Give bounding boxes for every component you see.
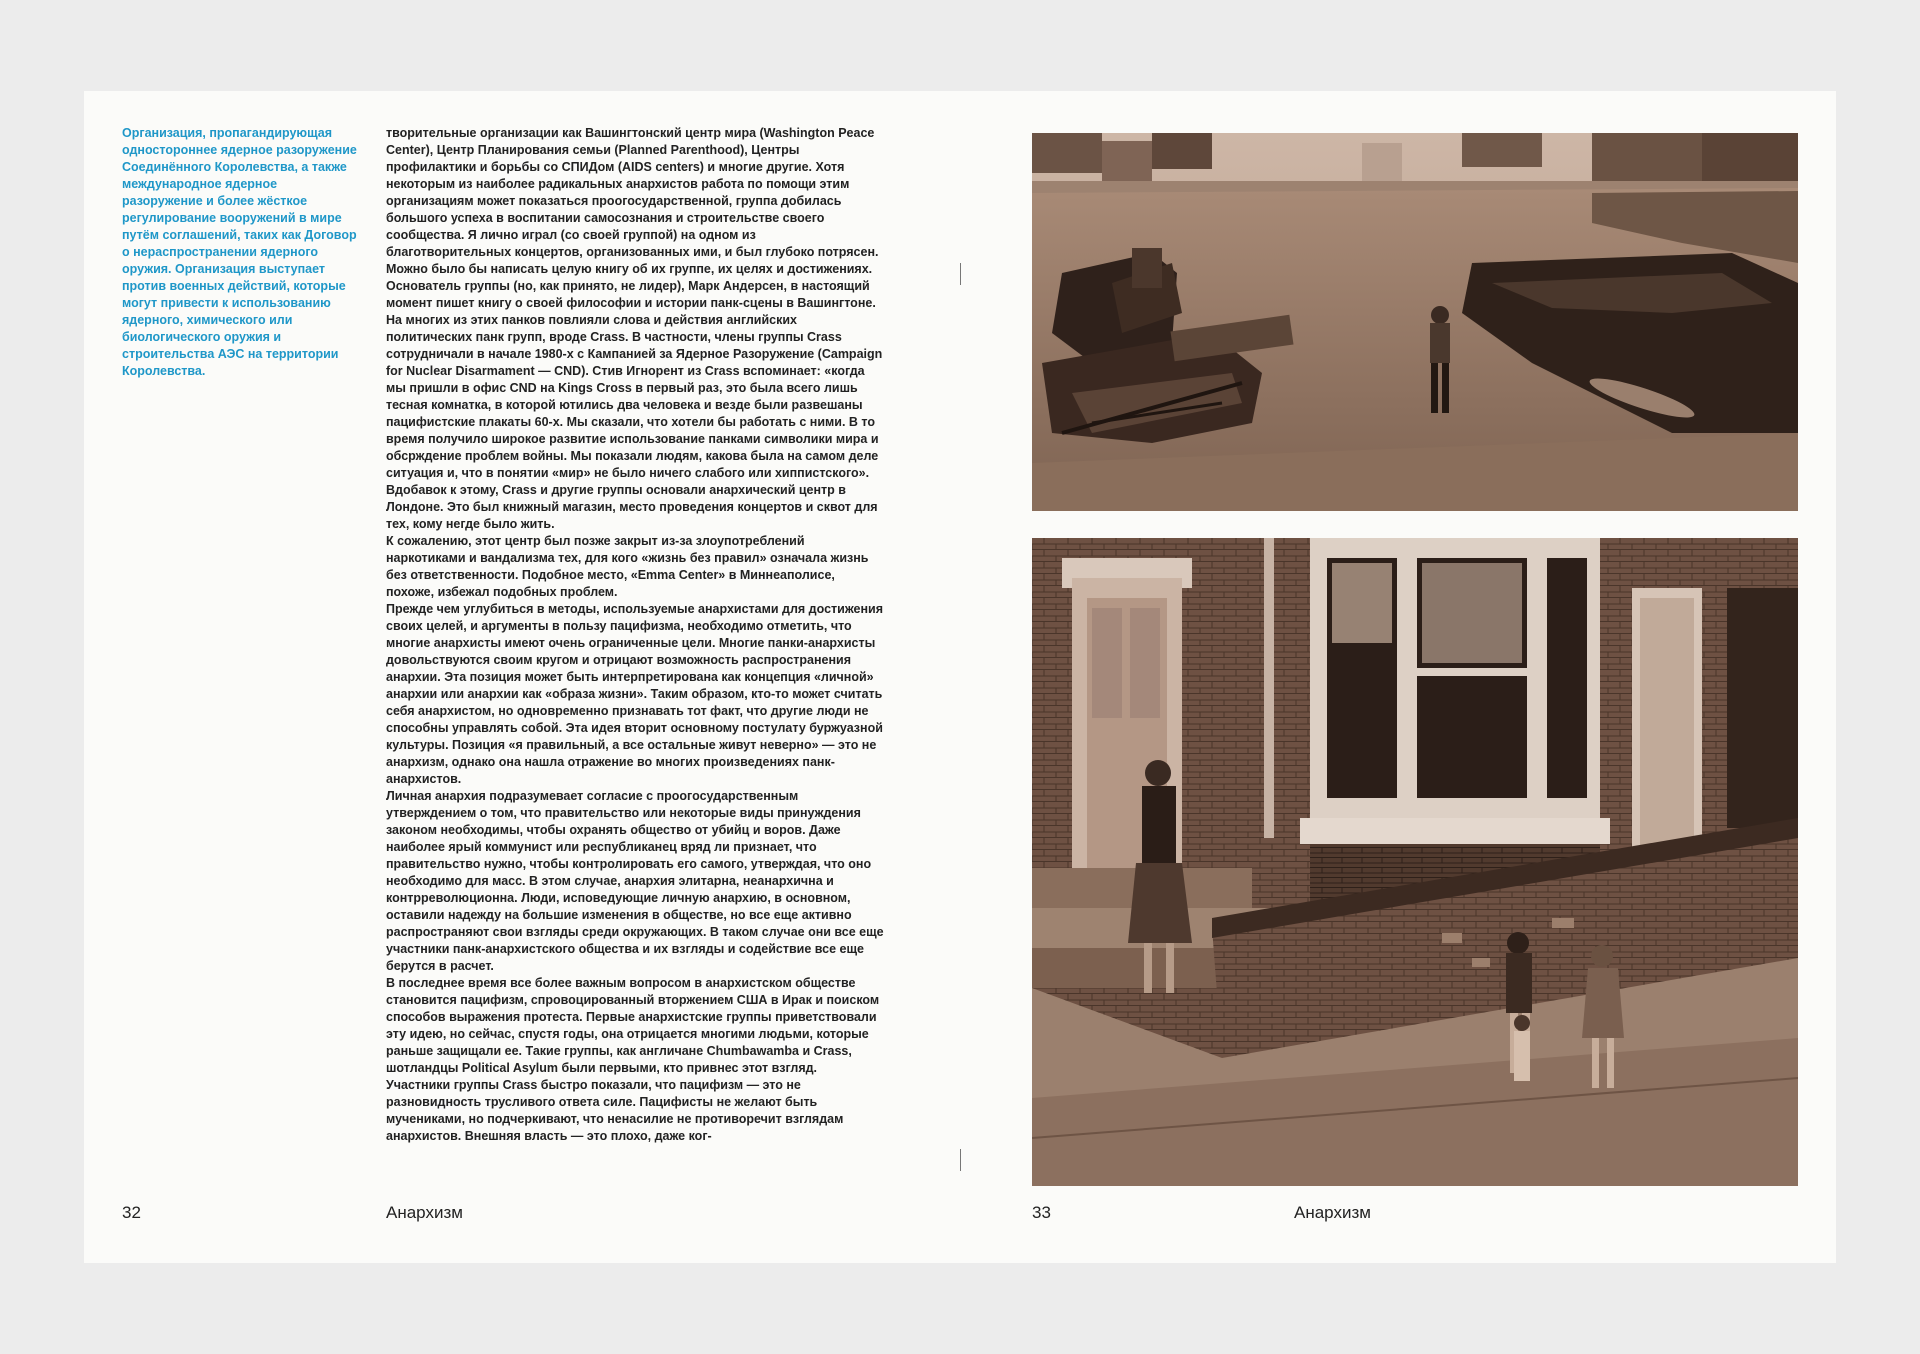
paragraph: Личная анархия подразумевает согласие с проогосударственным утверждением о том, что правительство или некоторые виды принуждения законом необходимы, чтобы охранять общество от убийц и воров. Даже наиболее ярый коммунист или республиканец вряд ли признает, что правительство нужно, чтобы контролировать его самого, утверждая, что оно необходимо для масс. В этом случае, анархия элитарна, неанархична и контрреволюционна. Люди, исповедующие личную анархию, в основном, оставили надежду на большие изменения в обществе, но все еще активно распространяют свои взгляды среди окружающих. В таком случае они все еще участники панк-анархистского общества и их взгляды и содействие все еще берутся в расчет.: [386, 789, 884, 973]
magazine-spread: [84, 91, 1836, 1263]
paragraph: творительные организации как Вашингтонский центр мира (Washington Peace Center), Центр Планирования семьи (Planned Parenthood), Центры профилактики и борьбы со СПИДом (AIDS centers) и многие другие. Хотя некоторым из наиболее радикальных анархистов работа по помощи этим организациям может показаться проогосударственной, группа добилась большого успеха в воспитании самосознания и строительстве своего сообщества. Я лично играл (со своей группой) на одном из благотворительных концертов, организованных ими, и был глубоко потрясен. Можно было бы написать целую книгу об их группе, их целях и достижениях. Основатель группы (но, как принято, не лидер), Марк Андерсен, в настоящий момент пишет книгу о своей философии и истории панк-сцены в Вашингтоне.: [386, 126, 879, 310]
gutter-mark: [960, 263, 961, 285]
page-number: 32: [122, 1203, 141, 1222]
sidenote: Организация, пропагандирующая одностороннее ядерное разоружение Соединённого Королевства, а также международное ядерное разоружение и более жёсткое регулирование вооружений в мире путём соглашений, таких как Договор о нераспространении ядерного оружия. Организация выступает против военных действий, которые могут привести к использованию ядерного, химического или биологического оружия и строительства АЭС на территории Королевства.: [122, 126, 357, 378]
photo-street-scene: [1032, 538, 1798, 1186]
gutter-mark: [960, 1149, 961, 1171]
left-page: [84, 91, 960, 1263]
running-title: Анархизм: [1294, 1203, 1371, 1222]
paragraph: К сожалению, этот центр был позже закрыт из-за злоупотреблений наркотиками и вандализма тех, для кого «жизнь без правил» означала жизнь без ответственности. Подобное место, «Emma Center» в Миннеаполисе, похоже, избежал подобных проблем.: [386, 534, 869, 599]
page-number: 33: [1032, 1203, 1051, 1222]
paragraph: Прежде чем углубиться в методы, используемые анархистами для достижения своих целей, и аргументы в пользу пацифизма, необходимо отметить, что многие анархисты имеют очень ограниченные цели. Многие панки-анархисты довольствуются своим кругом и отрицают возможность распространения анархии. Эта позиция может быть интерпретирована как концепция «личной» анархии или анархии как «образа жизни». Таким образом, кто-то может считать себя анархистом, но одновременно признавать тот факт, что другие люди не способны управлять собой. Эта идея вторит основному постулату буржуазной культуры. Позиция «я правильный, а все остальные живут неверно» — это не анархизм, однако она нашла отражение во многих произведениях панк-анархистов.: [386, 602, 884, 786]
paragraph: В последнее время все более важным вопросом в анархистском обществе становится пацифизм, спровоцированный вторжением США в Ирак и поиском способов выражения протеста. Первые анархистские группы приветствовали эту идею, но сейчас, спустя годы, она отрицается многими людьми, которые раньше защищали ее. Такие группы, как англичане Chumbawamba и Crass, шотландцы Political Asylum были первыми, кто привнес этот взгляд. Участники группы Crass быстро показали, что пацифизм — это не разновидность трусливого ответа силе. Пацифисты не желают быть мучениками, но подчеркивают, что ненасилие не противоречит взглядам анархистов. Внешняя власть — это плохо, даже ког-: [386, 976, 880, 1143]
paragraph: На многих из этих панков повлияли слова и действия английских политических панк групп, вроде Crass. В частности, члены группы Crass сотрудничали в начале 1980-х с Кампанией за Ядерное Разоружение (Campaign for Nuclear Disarmament — CND). Стив Игнорент из Crass вспоминает: «когда мы пришли в офис CND на Kings Cross в первый раз, это была всего лишь тесная комнатка, в которой ютились два человека и везде были развешаны пацифистские плакаты 60-х. Мы сказали, что хотели бы работать с ними. В то время получило широкое развитие использование панками символики мира и обсрждение проблем войны. Мы показали людям, какова была на самом деле ситуация и, что в понятии «мир» не было ничего слабого или хиппистского». Вдобавок к этому, Crass и другие группы основали анархический центр в Лондоне. Это был книжный магазин, место проведения концертов и сквот для тех, кому негде было жить.: [386, 313, 883, 531]
running-title: Анархизм: [386, 1203, 463, 1222]
photo-river-scene: [1032, 133, 1798, 511]
body-text-column: [386, 125, 884, 1145]
